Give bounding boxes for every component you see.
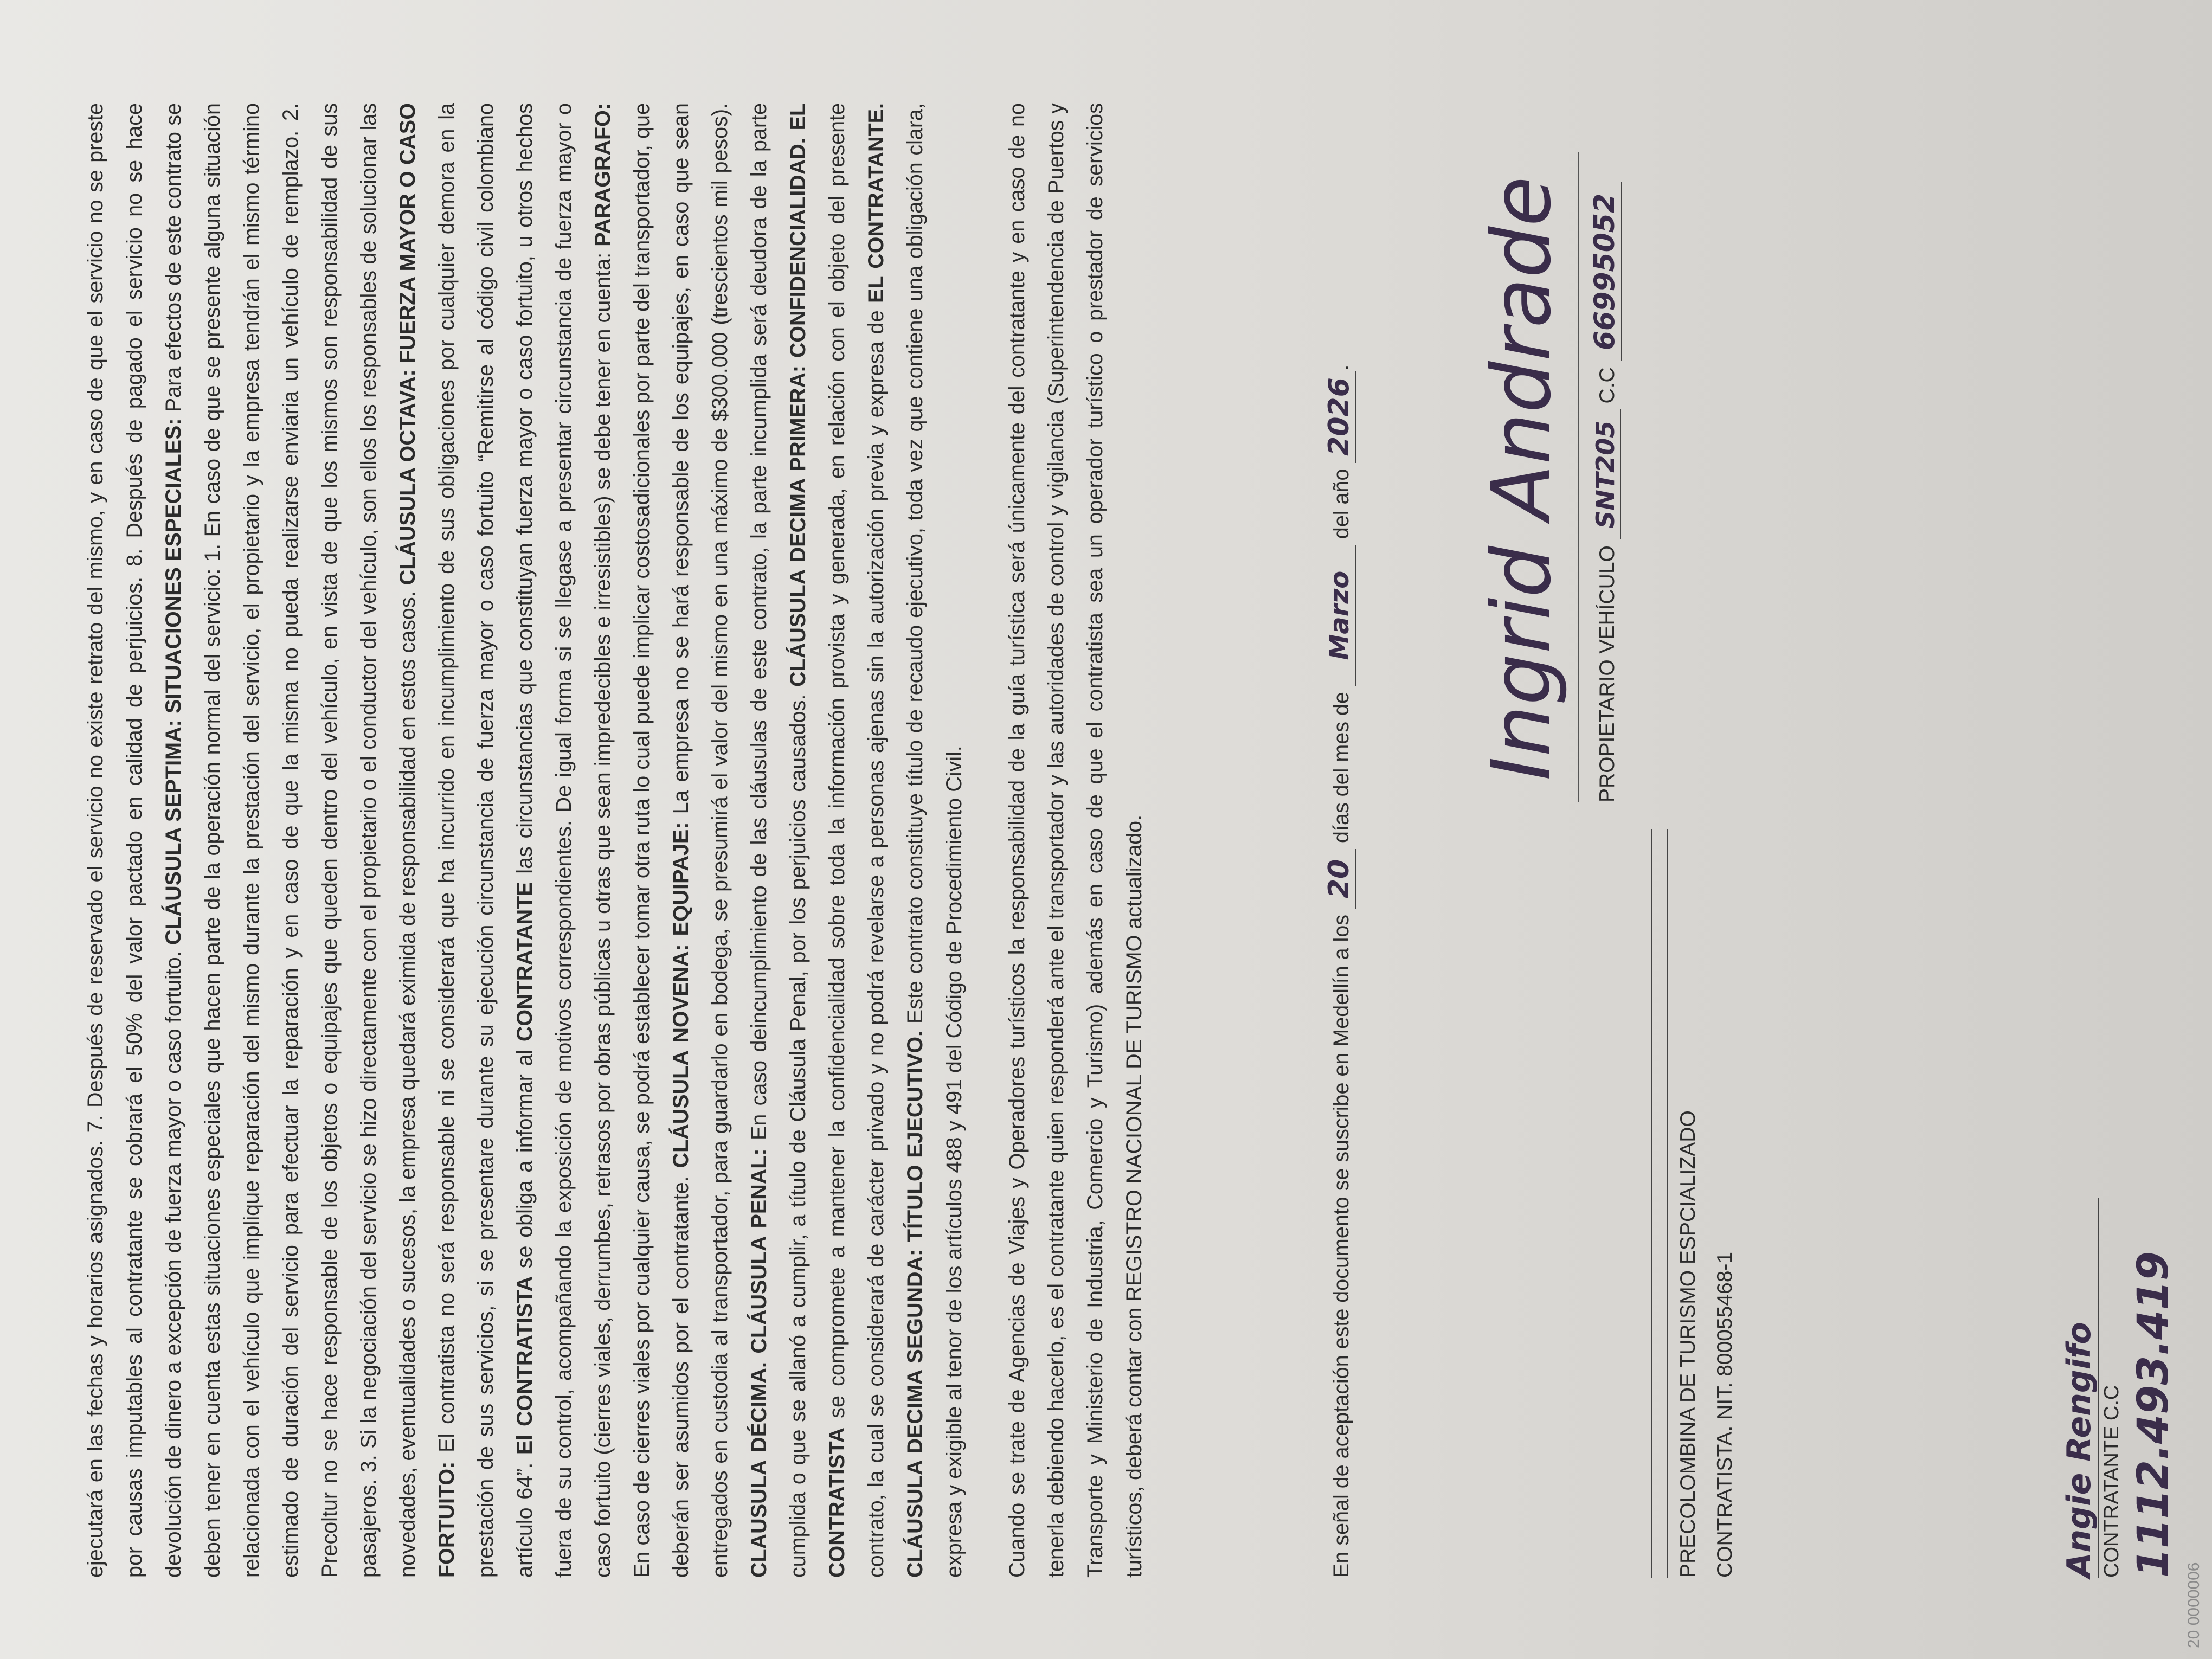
acceptance-day: 20 bbox=[1323, 849, 1356, 909]
clause-heading: CLAUSULA DÉCIMA. CLÁUSULA PENAL: bbox=[747, 1148, 771, 1578]
acceptance-line bbox=[1323, 114, 1356, 1578]
clause-text: se compromete a mantener la confidencialidad sobre toda la información provista y generada, en relación con el objeto del presente contrato, la cual se considerará de carácter privado y no podrá revelarse a personas ajenas sin la autorización previa y expresa de bbox=[825, 103, 888, 1578]
owner-signature: Ingrid Andrade bbox=[1475, 176, 1569, 781]
clause-heading: CLÁUSULA DECIMA PRIMERA: CONFIDENCIALIDAD. EL CONTRATISTA bbox=[786, 103, 849, 1578]
contratista-signature-line bbox=[1651, 829, 1652, 1578]
clause-text: Este contrato constituye título de recaudo ejecutivo, toda vez que contiene una obligación clara, expresa y exigible al tenor de los artículos 488 y 491 del Código de Procedimiento Civil. bbox=[903, 103, 966, 1578]
acceptance-year-label: del año bbox=[1329, 468, 1353, 539]
clause-text: En caso de cierres viales por cualquier causa, se podrá establecer tomar otra ruta lo cual puede implicar costosadicionales por parte del transportador, que deberán ser asumidos por el contratante. bbox=[630, 103, 693, 1578]
clause-text: La empresa no se hará responsable de los equipajes, en caso que sean entregados en custodia al transportador, para guardarlo en bodega, se presumirá el valor del mismo en una máximo de $300.000 (trescientos mil pesos). bbox=[669, 103, 732, 1578]
owner-label: PROPIETARIO VEHÍCULO bbox=[1596, 545, 1619, 802]
owner-label-row bbox=[1589, 0, 1622, 802]
contratante-signature: Angie Rengifo bbox=[2060, 1322, 2098, 1578]
clause-heading: CLÁUSULA OCTAVA: FUERZA MAYOR O CASO FORTUITO: bbox=[396, 103, 459, 1578]
owner-cc: 66995052 bbox=[1589, 182, 1622, 361]
clause-heading: El CONTRATISTA bbox=[513, 1276, 537, 1455]
contract-clauses bbox=[76, 103, 1178, 1578]
clause-heading: CLÁUSULA NOVENA: EQUIPAJE: bbox=[669, 822, 693, 1168]
contratista-name: PRECOLOMBINA DE TURISMO ESPCIALIZADO bbox=[1676, 1110, 1700, 1578]
clause-heading: CONTRATANTE bbox=[513, 882, 537, 1042]
clause-text: se obliga a informar al bbox=[513, 1049, 537, 1269]
contratante-id: 1112.493.419 bbox=[2129, 1251, 2178, 1578]
acceptance-month: Marzo bbox=[1324, 545, 1356, 686]
clause-text: ejecutará en las fechas y horarios asignados. 7. Después de reservado el servicio no existe retrato del mismo, y en caso de que el servicio no se preste por causas imputables al contratante se cobrará el 50% del valor pactado en calidad de perjuicios. 8. Después de pagado el servicio no se hace devolución de dinero a excepción de fuerza mayor o caso fortuito. bbox=[83, 103, 185, 1578]
owner-cc-label: C.C bbox=[1596, 367, 1619, 404]
clauses-paragraph bbox=[76, 103, 974, 1578]
clause-heading: CLÁUSULA SEPTIMA: SITUACIONES ESPECIALES: bbox=[162, 418, 185, 946]
owner-plate: SNT205 bbox=[1591, 409, 1621, 539]
acceptance-middle: días del mes de bbox=[1329, 692, 1353, 843]
contratista-nit: CONTRATISTA. NIT. 800055468-1 bbox=[1713, 1251, 1737, 1578]
acceptance-year: 2026 bbox=[1323, 371, 1356, 463]
acceptance-prefix: En señal de aceptación este documento se suscribe en Medellín a los bbox=[1329, 914, 1353, 1578]
clause-text: las circunstancias que constituyan fuerza mayor o caso fortuito, u otros hechos fuera de su control, acompañando la exposición de motivos correspondientes. De igual forma si se llegase a presentar circunstancia de fuerza mayor o caso fortuito (cierres viales, derrumbes, retrasos por obras públicas u otras que sean impredecibles e irresistibles) se debe tener en cuenta: bbox=[513, 103, 615, 1578]
document-serial: 20 0000006 bbox=[2185, 1562, 2203, 1648]
contratante-label: CONTRATANTE C.C bbox=[2098, 1198, 2124, 1578]
contratista-block bbox=[1670, 927, 1744, 1578]
owner-signature-box bbox=[1469, 152, 1579, 802]
clause-text: Para efectos de este contrato se deben tener en cuenta estas situaciones especiales que hacen parte de la operación normal del servicio: 1. En caso de que se presente alguna situación relacionada con el vehículo que implique reparación del mismo durante la prestación del servicio, el propietario y la empresa tendrán el mismo término estimado de duración del servicio para efectuar la reparación y en caso de que la misma no pueda realizarse enviaria un vehículo de remplazo. 2. Precoltur no se hace responsable de los objetos o equipajes que queden dentro del vehículo, en vista de que los mismos son responsabilidad de sus pasajeros. 3. Si la negociación del servicio se hizo directamente con el propietario o el conductor del vehículo, son ellos los responsables de solucionar las novedades, eventualidades o sucesos, la empresa quedará eximida de responsabilidad en estos casos. bbox=[162, 103, 420, 1578]
clause-text: En caso deincumplimiento de las cláusulas de este contrato, la parte incumplida será deudora de la parte cumplida o que se allanó a cumplir, a título de Cláusula Penal, por los perjuicios causados. bbox=[747, 103, 810, 1578]
contratante-block bbox=[2060, 1198, 2178, 1578]
tourism-paragraph: Cuando se trate de Agencias de Viajes y Operadores turísticos la responsabilidad de la guía turística será únicamente del contratante y en caso de no tenerla debiendo hacerlo, es el contratante quien responderá ante el transportador y las autoridades de control y vigilancia (Superintendencia de Puertos y Transporte y Ministerio de Industria, Comercio y Turismo) además en caso de que el contratista sea un operador turístico o prestador de servicios turísticos, deberá contar con REGISTRO NACIONAL DE TURISMO actualizado. bbox=[1005, 103, 1146, 1578]
clause-heading: PARAGRAFO: bbox=[591, 103, 615, 247]
clause-heading: EL CONTRATANTE. CLÁUSULA DECIMA SEGUNDA: TÍTULO EJECUTIVO. bbox=[864, 103, 927, 1578]
clause-text: El contratista no será responsable ni se considerará que ha incurrido en incumplimiento de sus obligaciones por cualquier demora en la prestación de sus servicios, si se presentare durante su ejecución circunstancia de fuerza mayor o caso fortuito “Remitirse al código civil colombiano artículo 64”. bbox=[435, 103, 537, 1578]
acceptance-suffix: . bbox=[1329, 364, 1353, 371]
contratista-signature-line-2 bbox=[1667, 829, 1668, 1578]
